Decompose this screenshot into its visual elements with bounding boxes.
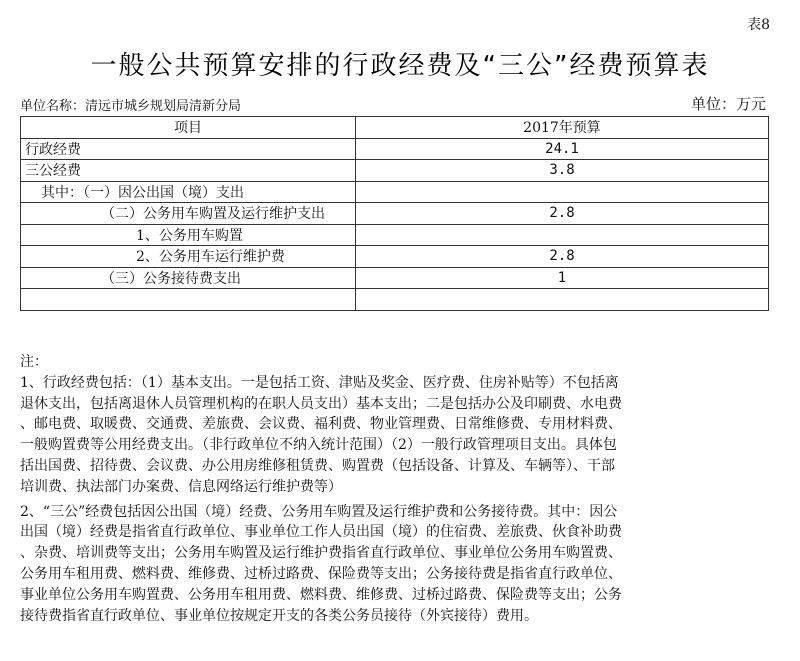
note-line: 、杂费、培训费等支出；公务用车购置及运行维护费指省直行政单位、事业单位公务用车购置费、 bbox=[20, 545, 622, 562]
note-line: 退休支出，包括离退休人员管理机构的在职人员支出）基本支出；二是包括办公及印刷费、水电费 bbox=[20, 395, 622, 412]
note-line: 培训费、执法部门办案费、信息网络运行维护费等） bbox=[20, 478, 342, 495]
table-header-row bbox=[21, 117, 769, 139]
row-label: 1、公务用车购置 bbox=[21, 224, 356, 246]
row-value: 1 bbox=[356, 267, 769, 289]
note-2 bbox=[20, 502, 772, 627]
row-value: 24.1 bbox=[356, 138, 769, 160]
note-line: 公务用车租用费、燃料费、维修费、过桥过路费、保险费等支出；公务接待费是指省直行政单位、 bbox=[20, 565, 622, 582]
note-line: 2、“三公”经费包括因公出国（境）经费、公务用车购置及运行维护费和公务接待费。其中：因公 bbox=[20, 503, 618, 520]
row-label: 其中：（一）因公出国（境）支出 bbox=[21, 181, 356, 203]
budget-table bbox=[20, 116, 769, 311]
row-value bbox=[356, 181, 769, 203]
unit-name: 单位名称：清远市城乡规划局清新分局 bbox=[20, 99, 242, 114]
unit-label: 单位：万元 bbox=[690, 95, 766, 113]
note-1 bbox=[20, 373, 772, 498]
row-label: （三）公务接待费支出 bbox=[21, 267, 356, 289]
table-row bbox=[21, 246, 769, 268]
page-title: 一般公共预算安排的行政经费及“三公”经费预算表 bbox=[90, 51, 710, 81]
row-label: （二）公务用车购置及运行维护支出 bbox=[21, 203, 356, 225]
note-line: 1、行政经费包括：（1）基本支出。一是包括工资、津贴及奖金、医疗费、住房补贴等）不包括离 bbox=[20, 374, 619, 391]
table-row bbox=[21, 203, 769, 225]
row-value: 2.8 bbox=[356, 203, 769, 225]
note-line: 事业单位公务用车购置费、公务用车租用费、燃料费、维修费、过桥过路费、保险费等支出；公务 bbox=[20, 586, 622, 603]
table-row bbox=[21, 224, 769, 246]
table-row bbox=[21, 138, 769, 160]
note-line: 括出国费、招待费、会议费、办公用房维修租赁费、购置费（包括设备、计算及、车辆等）、干部 bbox=[20, 457, 615, 474]
notes-heading: 注： bbox=[20, 354, 48, 370]
row-value: 2.8 bbox=[356, 246, 769, 268]
table-row bbox=[21, 181, 769, 203]
notes-section bbox=[20, 352, 772, 626]
table-row bbox=[21, 267, 769, 289]
unit-info-row bbox=[20, 93, 770, 113]
row-label bbox=[21, 289, 356, 311]
note-line: 接待费指省直行政单位、事业单位按规定开支的各类公务员接待（外宾接待）费用。 bbox=[20, 607, 538, 624]
row-value bbox=[356, 289, 769, 311]
row-value: 3.8 bbox=[356, 160, 769, 182]
note-line: 、邮电费、取暖费、交通费、差旅费、会议费、福利费、物业管理费、日常维修费、专用材料费、 bbox=[20, 416, 622, 433]
table-number: 表8 bbox=[747, 17, 770, 33]
note-line: 一般购置费等公用经费支出。（非行政单位不纳入统计范围）（2）一般行政管理项目支出。具体包 bbox=[20, 437, 617, 454]
row-label: 三公经费 bbox=[21, 160, 356, 182]
table-row bbox=[21, 160, 769, 182]
header-item: 项目 bbox=[21, 117, 356, 139]
note-line: 出国（境）经费是指省直行政单位、事业单位工作人员出国（境）的住宿费、差旅费、伙食补助费 bbox=[20, 524, 622, 541]
row-value bbox=[356, 224, 769, 246]
header-budget-2017: 2017年预算 bbox=[356, 117, 769, 139]
table-row bbox=[21, 289, 769, 311]
row-label: 2、公务用车运行维护费 bbox=[21, 246, 356, 268]
row-label: 行政经费 bbox=[21, 138, 356, 160]
